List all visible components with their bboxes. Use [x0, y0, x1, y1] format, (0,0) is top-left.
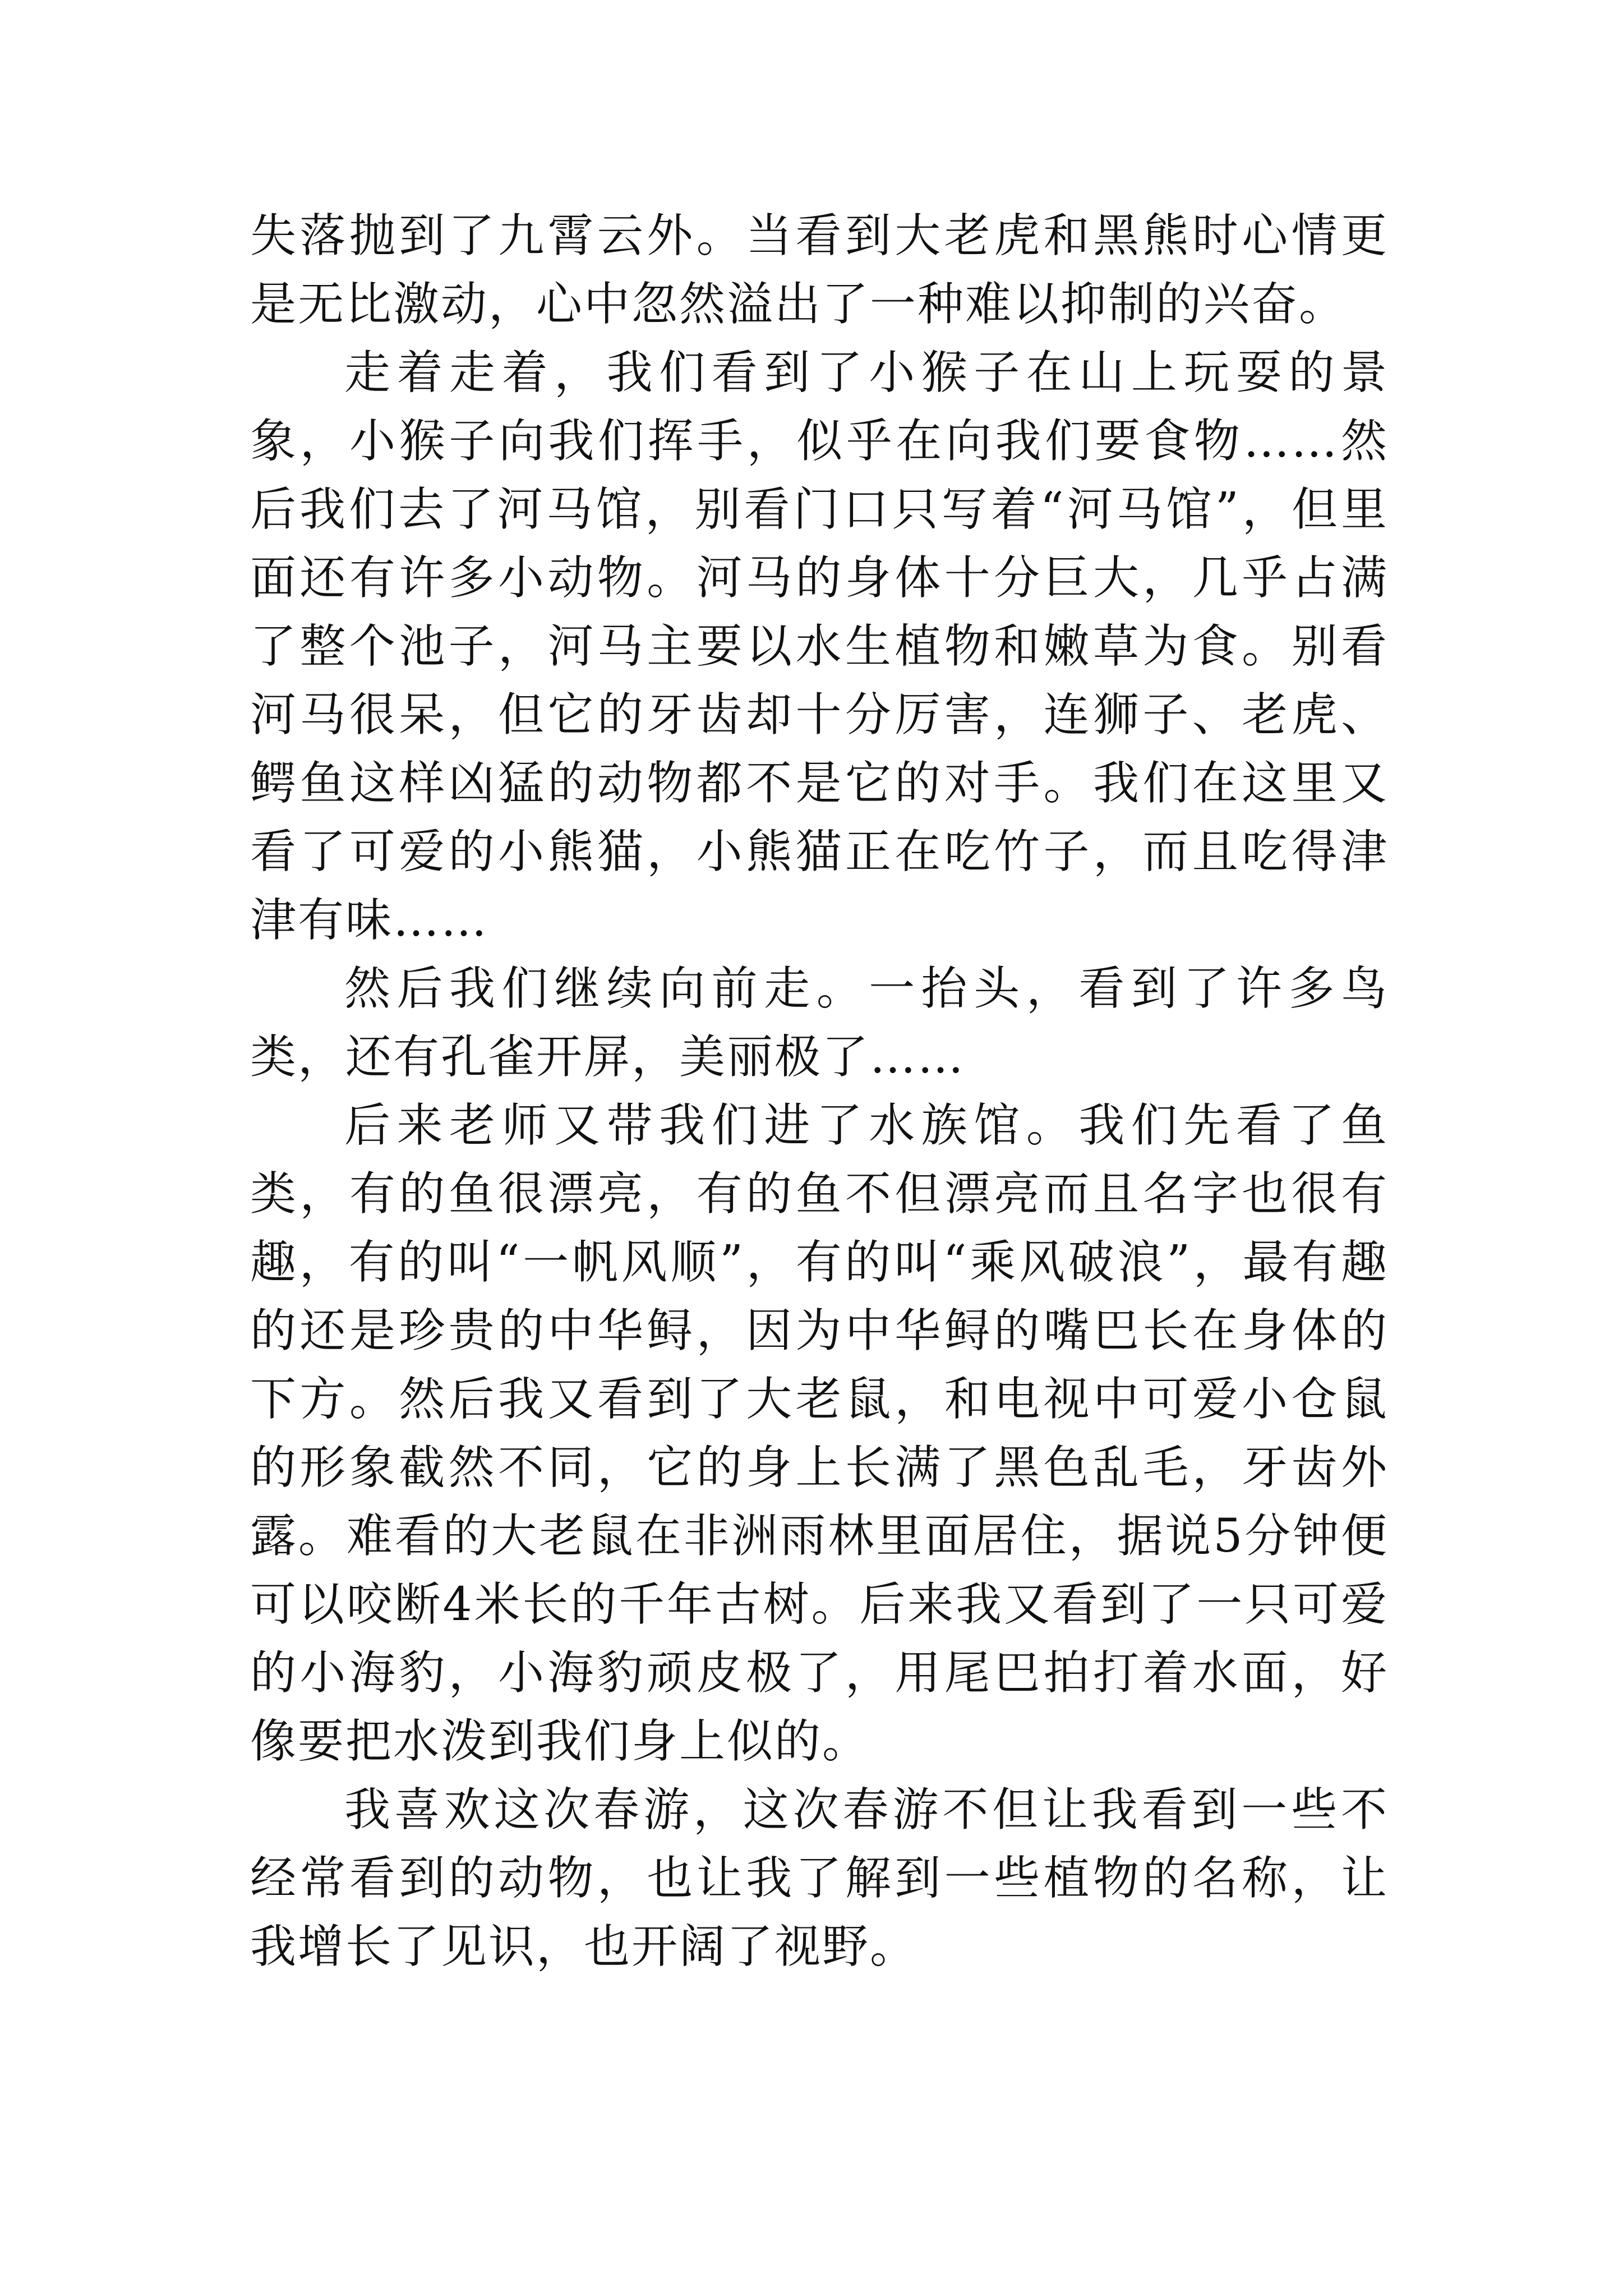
paragraph-3: 然后我们继续向前走。一抬头，看到了许多鸟类，还有孔雀开屏，美丽极了…… — [250, 962, 1389, 1084]
document-body — [250, 202, 1389, 1981]
paragraph-1: 失落抛到了九霄云外。当看到大老虎和黑熊时心情更是无比激动，心中忽然溢出了一种难以抑制的兴奋。 — [250, 209, 1389, 331]
paragraph-4: 后来老师又带我们进了水族馆。我们先看了鱼类，有的鱼很漂亮，有的鱼不但漂亮而且名字也很有趣，有的叫“一帆风顺”，有的叫“乘风破浪”，最有趣的还是珍贵的中华鲟，因为中华鲟的嘴巴长在身体的下方。然后我又看到了大老鼠，和电视中可爱小仓鼠的形象截然不同，它的身上长满了黑色乱毛，牙齿外露。难看的大老鼠在非洲雨林里面居住，据说5分钟便可以咬断4米长的千年古树。后来我又看到了一只可爱的小海豹，小海豹顽皮极了，用尾巴拍打着水面，好像要把水泼到我们身上似的。 — [250, 1099, 1389, 1768]
paragraph-2: 走着走着，我们看到了小猴子在山上玩耍的景象，小猴子向我们挥手，似乎在向我们要食物……然后我们去了河马馆，别看门口只写着“河马馆”，但里面还有许多小动物。河马的身体十分巨大，几乎占满了整个池子，河马主要以水生植物和嫩草为食。别看河马很呆，但它的牙齿却十分厉害，连狮子、老虎、鳄鱼这样凶猛的动物都不是它的对手。我们在这里又看了可爱的小熊猫，小熊猫正在吃竹子，而且吃得津津有味…… — [250, 346, 1389, 947]
paragraph-5: 我喜欢这次春游，这次春游不但让我看到一些不经常看到的动物，也让我了解到一些植物的名称，让我增长了见识，也开阔了视野。 — [250, 1783, 1389, 1973]
